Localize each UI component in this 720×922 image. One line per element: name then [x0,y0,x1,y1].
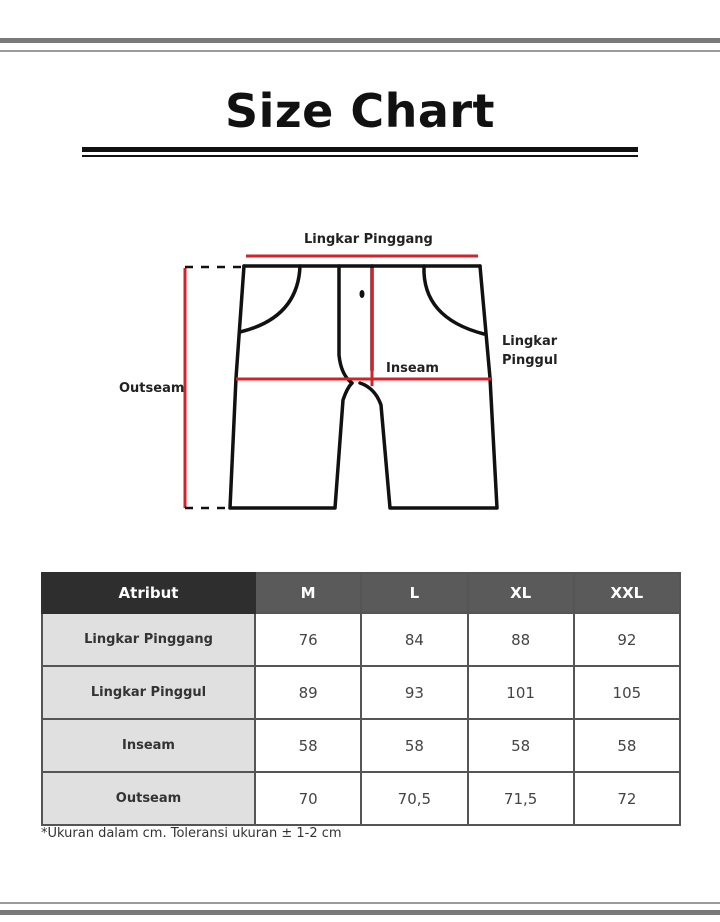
waist-label: Lingkar Pinggang [304,232,433,247]
table-cell: 58 [468,719,574,772]
button-icon [360,290,365,298]
table-cell: 70,5 [361,772,467,825]
table-row [42,772,680,825]
header-atribut: Atribut [42,573,255,613]
table-row [42,666,680,719]
tolerance-note: *Ukuran dalam cm. Toleransi ukuran ± 1-2 cm [41,826,342,841]
table-cell: 72 [574,772,680,825]
header-size-xl: XL [468,573,574,613]
table-cell: 58 [574,719,680,772]
bottom-rule-thick [0,910,720,915]
row-label: Outseam [42,772,255,825]
table-cell: 89 [255,666,361,719]
row-label: Lingkar Pinggang [42,613,255,666]
table-cell: 58 [361,719,467,772]
hip-label-line1: Lingkar [502,334,558,349]
size-table [41,572,681,826]
table-cell: 70 [255,772,361,825]
outseam-label: Outseam [119,381,185,396]
row-label: Inseam [42,719,255,772]
header-size-m: M [255,573,361,613]
table-cell: 84 [361,613,467,666]
table-cell: 58 [255,719,361,772]
table-cell: 71,5 [468,772,574,825]
table-cell: 93 [361,666,467,719]
table-row [42,719,680,772]
table-cell: 105 [574,666,680,719]
header-size-l: L [361,573,467,613]
bottom-rule-thin [0,902,720,904]
shorts-outline [230,266,497,508]
table-cell: 76 [255,613,361,666]
table-cell: 101 [468,666,574,719]
inseam-label: Inseam [386,361,439,376]
table-header-row [42,573,680,613]
page-title: Size Chart [224,84,496,138]
table-cell: 92 [574,613,680,666]
header-size-xxl: XXL [574,573,680,613]
row-label: Lingkar Pinggul [42,666,255,719]
table-row [42,613,680,666]
hip-label-line2: Pinggul [502,353,558,368]
table-cell: 88 [468,613,574,666]
